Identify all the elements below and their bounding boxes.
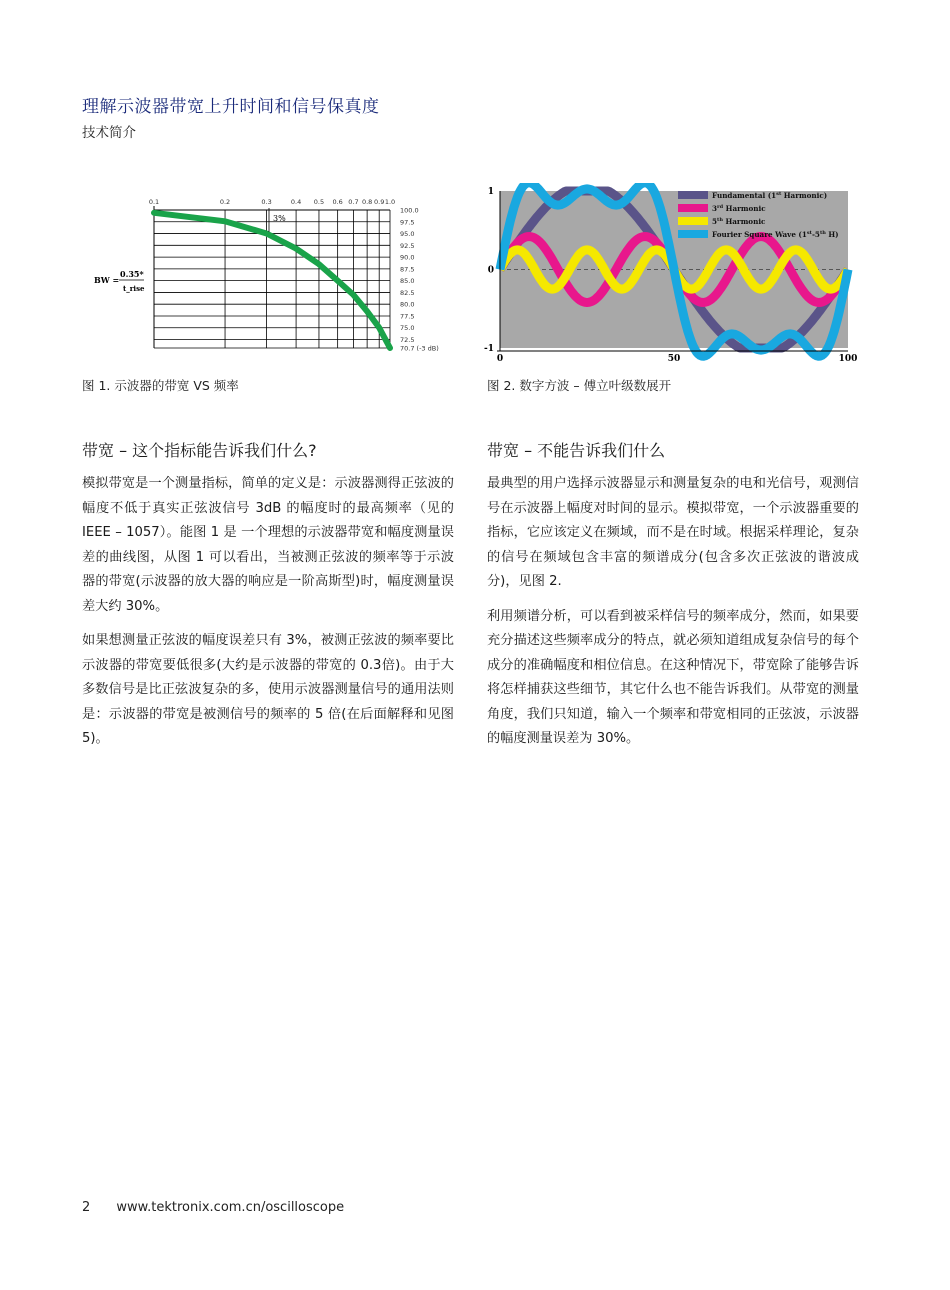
legend-swatch bbox=[678, 230, 708, 238]
bw-formula bbox=[94, 269, 145, 293]
page-title: 理解示波器带宽上升时间和信号保真度 bbox=[82, 97, 380, 117]
x-tick-label: 0.8 bbox=[361, 198, 373, 206]
y-tick-label: 70.7 (-3 dB) bbox=[400, 344, 439, 353]
y-tick-label: 87.5 bbox=[400, 265, 415, 274]
page-subtitle: 技术简介 bbox=[82, 125, 136, 141]
paragraph: 模拟带宽是一个测量指标，简单的定义是：示波器测得正弦波的幅度不低于真实正弦波信号 3dB 的幅度时的最高频率（见的 IEEE – 1057）。能图 1 是 一个理想的示波器带宽和幅度测量误差的曲线图，从图 1 可以看出，当被测正弦波的频率等于示波器的带宽(示波器的放大器的响应是一阶高斯型)时，幅度测量误差大约 30%。 bbox=[82, 476, 454, 614]
legend-swatch bbox=[678, 191, 708, 199]
x-tick-label: 100 bbox=[838, 354, 858, 364]
section-heading-bandwidth: 带宽 – 这个指标能告诉我们什么? bbox=[82, 441, 317, 460]
paragraph: 如果想测量正弦波的幅度误差只有 3%，被测正弦波的频率要比示波器的带宽要低很多(大约是示波器的带宽的 0.3倍)。由于大多数信号是比正弦波复杂的多，使用示波器测量信号的通用法则是：示波器的带宽是被测信号的频率的 5 倍(在后面解释和见图 5)。 bbox=[82, 633, 454, 746]
x-tick-label: 0.2 bbox=[219, 198, 231, 206]
x-tick-label: 0.7 bbox=[348, 198, 359, 206]
x-tick-label: 0.6 bbox=[332, 198, 343, 206]
figure-1 bbox=[82, 188, 457, 358]
y-tick-label: 100.0 bbox=[400, 206, 419, 215]
y-tick-label: 92.5 bbox=[400, 241, 415, 250]
left-column bbox=[82, 440, 454, 762]
y-tick-label: 95.0 bbox=[400, 230, 415, 239]
legend-label: 5th Harmonic bbox=[712, 217, 766, 226]
fourier-chart bbox=[482, 183, 862, 367]
x-tick-label: 0.1 bbox=[148, 198, 160, 206]
legend-label: Fourier Square Wave (1st-5th H) bbox=[712, 230, 839, 239]
x-tick-label: 0.3 bbox=[261, 198, 272, 206]
formula-numerator: 0.35* bbox=[120, 269, 144, 279]
y-tick-label: 72.5 bbox=[400, 336, 415, 345]
x-tick-label: 0.4 bbox=[290, 198, 302, 206]
x-tick-label: 0 bbox=[496, 354, 504, 364]
figure-2-caption: 图 2. 数字方波 – 傅立叶级数展开 bbox=[487, 378, 672, 393]
right-column bbox=[487, 440, 859, 762]
y-tick-label: 1 bbox=[487, 187, 494, 197]
page-number: 2 bbox=[82, 1200, 91, 1215]
figure-1-caption: 图 1. 示波器的带宽 VS 频率 bbox=[82, 378, 239, 393]
x-tick-label: 0.5 bbox=[313, 198, 325, 206]
annotation-3pct bbox=[269, 208, 286, 232]
y-tick-label: 75.0 bbox=[400, 324, 415, 333]
section-heading-bandwidth-limits: 带宽 – 不能告诉我们什么 bbox=[487, 441, 666, 460]
legend-label: Fundamental (1st Harmonic) bbox=[712, 191, 828, 200]
y-tick-label: 0 bbox=[487, 265, 494, 276]
footer-url[interactable]: www.tektronix.com.cn/oscilloscope bbox=[116, 1200, 345, 1215]
legend-swatch bbox=[678, 217, 708, 225]
legend-label: 3rd Harmonic bbox=[712, 204, 766, 213]
formula-lhs: BW = bbox=[94, 275, 120, 285]
y-tick-label: 82.5 bbox=[400, 288, 415, 297]
bandwidth-chart bbox=[82, 188, 457, 358]
x-tick-label: 0.9 bbox=[374, 198, 385, 206]
annotation-label: 3% bbox=[273, 214, 286, 223]
y-tick-label: 90.0 bbox=[400, 253, 415, 262]
x-tick-label: 50 bbox=[667, 354, 681, 364]
footer bbox=[82, 1200, 344, 1215]
y-tick-label: 97.5 bbox=[400, 218, 415, 227]
x-tick-label: 1.0 bbox=[384, 198, 396, 206]
formula-denominator: t_rise bbox=[123, 284, 145, 293]
figure-2 bbox=[482, 183, 862, 367]
legend-swatch bbox=[678, 204, 708, 212]
paragraph: 利用频谱分析，可以看到被采样信号的频率成分，然而，如果要充分描述这些频率成分的特点，就必须知道组成复杂信号的每个成分的准确幅度和相位信息。在这种情况下，带宽除了能够告诉将怎样捕获这些细节，其它什么也不能告诉我们。从带宽的测量角度，我们只知道，输入一个频率和带宽相同的正弦波，示波器的幅度测量误差为 30%。 bbox=[487, 608, 859, 746]
y-tick-label: 80.0 bbox=[400, 300, 415, 309]
paragraph: 最典型的用户选择示波器显示和测量复杂的电和光信号，观测信号在示波器上幅度对时间的显示。模拟带宽，一个示波器重要的指标，它应该定义在频域，而不是在时域。根据采样理论，复杂的信号在频域包含丰富的频谱成分(包含多次正弦波的谐波成分)，见图 2. bbox=[487, 476, 859, 589]
y-tick-label: -1 bbox=[484, 344, 494, 354]
y-tick-label: 77.5 bbox=[400, 312, 415, 321]
y-tick-label: 85.0 bbox=[400, 277, 415, 286]
